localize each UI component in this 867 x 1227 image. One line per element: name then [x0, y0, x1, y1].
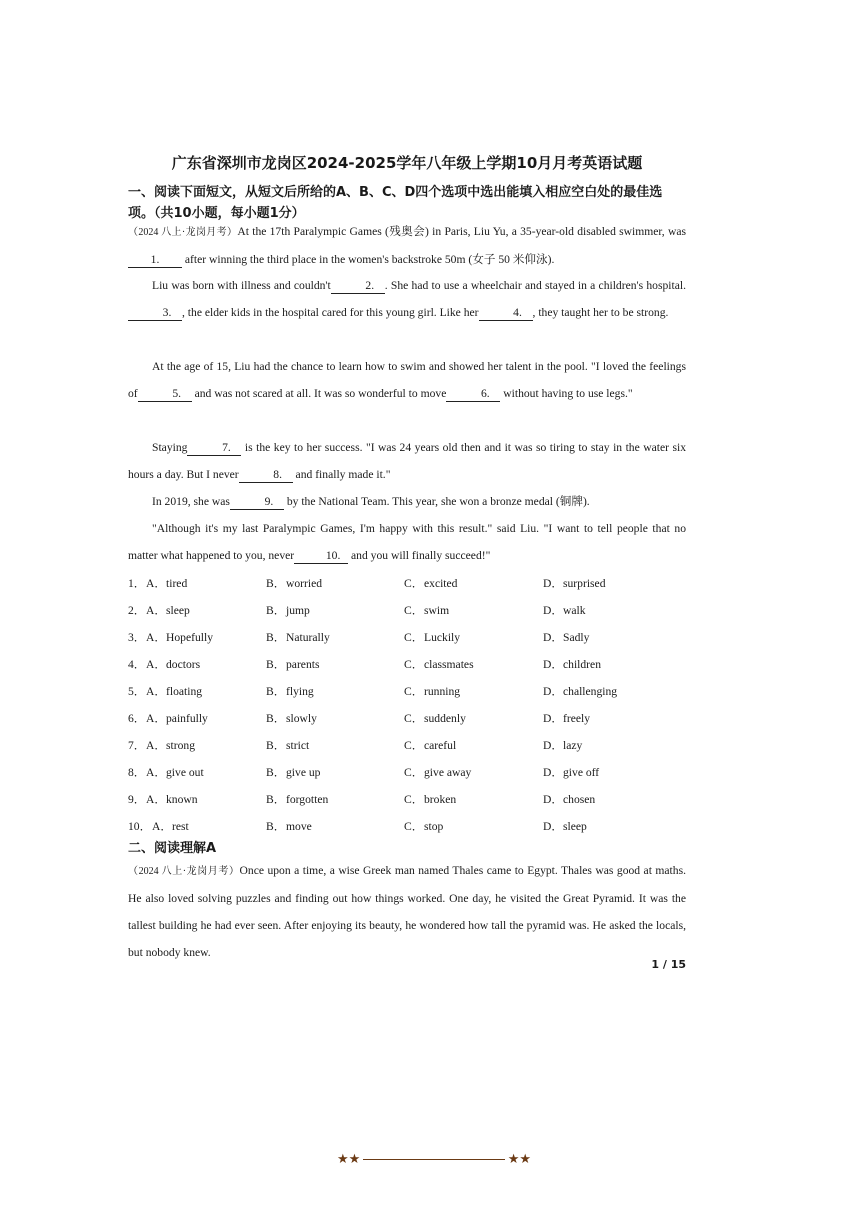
- option-letter: A．: [146, 739, 166, 752]
- option-row: [128, 597, 686, 624]
- option-letter: C．: [404, 793, 424, 806]
- option-letter: D．: [543, 577, 563, 590]
- passage-text: At the 17th Paralympic Games (残奥会) in Paris, Liu Yu, a 35-year-old disabled swimmer, was: [237, 225, 686, 238]
- option-d[interactable]: [543, 732, 582, 759]
- option-letter: A．: [146, 685, 166, 698]
- option-text: Naturally: [286, 631, 330, 644]
- option-row: [128, 705, 686, 732]
- blank-7: 7.: [187, 441, 241, 456]
- option-d[interactable]: [543, 651, 601, 678]
- option-a[interactable]: [146, 570, 187, 597]
- question-number: 7．: [128, 739, 146, 752]
- option-letter: B．: [266, 631, 286, 644]
- question-number: 6．: [128, 712, 146, 725]
- option-d[interactable]: [543, 570, 606, 597]
- blank-6: 6.: [446, 387, 500, 402]
- passage-text: "Although it's my last Paralympic Games, I'm happy with this result." said Liu. "I want to tell people that no matter what happened to you, never: [128, 522, 686, 562]
- option-text: Sadly: [563, 631, 590, 644]
- option-text: painfully: [166, 712, 208, 725]
- option-letter: C．: [404, 739, 424, 752]
- option-letter: B．: [266, 577, 286, 590]
- question-number: 1．: [128, 577, 146, 590]
- option-letter: A．: [146, 658, 166, 671]
- option-letter: A．: [146, 712, 166, 725]
- option-d[interactable]: [543, 813, 587, 840]
- page-number: 1 / 15: [651, 958, 686, 971]
- passage-text: Once upon a time, a wise Greek man named Thales came to Egypt. Thales was good at maths. He also loved solving puzzles and finding out how things worked. One day, he visited the Great Pyramid. It was the tallest building he had ever seen. After enjoying its beauty, he wondered how tall the pyramid was. He asked the locals, but nobody knew.: [128, 864, 686, 959]
- question-number: 8．: [128, 766, 146, 779]
- option-row: [128, 786, 686, 813]
- option-letter: A．: [152, 820, 172, 833]
- option-letter: C．: [404, 685, 424, 698]
- option-b[interactable]: [266, 705, 317, 732]
- option-letter: D．: [543, 631, 563, 644]
- option-letter: B．: [266, 685, 286, 698]
- option-a[interactable]: [146, 732, 195, 759]
- passage-text: In 2019, she was: [152, 495, 230, 508]
- blank-9: 9.: [230, 495, 284, 510]
- option-text: jump: [286, 604, 310, 617]
- star-icon: ★★: [337, 1151, 361, 1166]
- option-d[interactable]: [543, 786, 595, 813]
- option-text: slowly: [286, 712, 317, 725]
- option-letter: B．: [266, 739, 286, 752]
- option-letter: B．: [266, 712, 286, 725]
- option-letter: D．: [543, 712, 563, 725]
- option-letter: A．: [146, 604, 166, 617]
- passage-text: At the age of 15, Liu had the chance to learn how to swim and showed her talent in the pool. "I loved the feelings of: [128, 360, 686, 400]
- option-c[interactable]: [404, 651, 474, 678]
- option-a[interactable]: [146, 597, 190, 624]
- option-text: give out: [166, 766, 204, 779]
- blank-3: 3.: [128, 306, 182, 321]
- option-letter: B．: [266, 658, 286, 671]
- reading-passage-a: [128, 857, 686, 966]
- option-a[interactable]: [146, 678, 202, 705]
- option-letter: C．: [404, 658, 424, 671]
- option-text: known: [166, 793, 198, 806]
- passage-paragraph-5: [128, 488, 686, 515]
- option-a[interactable]: [146, 705, 208, 732]
- option-b[interactable]: [266, 786, 328, 813]
- option-text: lazy: [563, 739, 583, 752]
- option-letter: D．: [543, 820, 563, 833]
- passage-text: after winning the third place in the women's backstroke 50m (女子 50 米仰泳).: [182, 253, 555, 266]
- question-number: 10．: [128, 820, 152, 833]
- option-b[interactable]: [266, 813, 312, 840]
- option-d[interactable]: [543, 624, 589, 651]
- passage-text: and finally made it.": [292, 468, 391, 481]
- passage-text: , they taught her to be strong.: [532, 306, 669, 319]
- option-a[interactable]: [146, 651, 200, 678]
- passage-text: , the elder kids in the hospital cared for this young girl. Like her: [182, 306, 479, 319]
- option-letter: A．: [146, 631, 166, 644]
- option-text: excited: [424, 577, 458, 590]
- passage-paragraph-4: [128, 434, 686, 488]
- option-text: parents: [286, 658, 320, 671]
- option-text: floating: [166, 685, 203, 698]
- question-number: 4．: [128, 658, 146, 671]
- option-text: give up: [286, 766, 321, 779]
- option-letter: C．: [404, 766, 424, 779]
- question-source: （2024 八上·龙岗月考）: [128, 866, 240, 877]
- option-a[interactable]: [146, 624, 213, 651]
- option-letter: D．: [543, 793, 563, 806]
- option-letter: A．: [146, 793, 166, 806]
- option-b[interactable]: [266, 624, 330, 651]
- option-text: flying: [286, 685, 314, 698]
- option-text: chosen: [563, 793, 596, 806]
- option-text: strict: [286, 739, 310, 752]
- option-letter: D．: [543, 658, 563, 671]
- option-text: worried: [286, 577, 323, 590]
- option-a[interactable]: [152, 813, 189, 840]
- answer-options: [128, 570, 686, 840]
- option-d[interactable]: [543, 678, 617, 705]
- option-row: [128, 651, 686, 678]
- option-text: walk: [563, 604, 586, 617]
- passage-paragraph-2: [128, 272, 686, 326]
- option-a[interactable]: [146, 759, 204, 786]
- option-text: give away: [424, 766, 472, 779]
- option-b[interactable]: [266, 570, 322, 597]
- option-text: rest: [172, 820, 189, 833]
- option-text: Hopefully: [166, 631, 214, 644]
- star-icon: ★★: [507, 1151, 531, 1166]
- option-text: move: [286, 820, 312, 833]
- option-text: broken: [424, 793, 457, 806]
- option-letter: A．: [146, 766, 166, 779]
- passage-text: Staying: [152, 441, 188, 454]
- passage-text: is the key to her success. "I was 24 years old then and it was so tiring to stay in the water six hours a day. But I never: [128, 441, 686, 481]
- option-text: children: [563, 658, 601, 671]
- option-c[interactable]: [404, 759, 471, 786]
- blank-8: 8.: [239, 468, 293, 483]
- question-source: （2024 八上·龙岗月考）: [128, 227, 238, 238]
- option-b[interactable]: [266, 759, 320, 786]
- option-b[interactable]: [266, 678, 314, 705]
- option-letter: B．: [266, 820, 286, 833]
- question-number: 2．: [128, 604, 146, 617]
- passage-text: Liu was born with illness and couldn't: [152, 279, 331, 292]
- option-a[interactable]: [146, 786, 198, 813]
- option-text: challenging: [563, 685, 618, 698]
- option-letter: A．: [146, 577, 166, 590]
- option-letter: C．: [404, 604, 424, 617]
- option-text: stop: [424, 820, 444, 833]
- option-c[interactable]: [404, 678, 460, 705]
- option-letter: D．: [543, 685, 563, 698]
- option-text: suddenly: [424, 712, 466, 725]
- section-1-heading: 一、阅读下面短文，从短文后所给的A、B、C、D四个选项中选出能填入相应空白处的最佳选项。（共10小题，每小题1分）: [128, 185, 663, 221]
- option-letter: C．: [404, 712, 424, 725]
- blank-5: 5.: [138, 387, 192, 402]
- option-c[interactable]: [404, 786, 456, 813]
- option-text: doctors: [166, 658, 201, 671]
- passage-text: . She had to use a wheelchair and stayed in a children's hospital.: [384, 279, 686, 292]
- passage-text: without having to use legs.": [500, 387, 633, 400]
- question-number: 9．: [128, 793, 146, 806]
- page-title: 广东省深圳市龙岗区2024-2025学年八年级上学期10月月考英语试题: [171, 154, 643, 172]
- option-row: [128, 570, 686, 597]
- option-letter: C．: [404, 631, 424, 644]
- option-d[interactable]: [543, 759, 599, 786]
- option-text: forgotten: [286, 793, 329, 806]
- question-number: 3．: [128, 631, 146, 644]
- blank-4: 4.: [479, 306, 533, 321]
- option-letter: B．: [266, 793, 286, 806]
- option-text: swim: [424, 604, 450, 617]
- option-c[interactable]: [404, 705, 466, 732]
- option-row: [128, 759, 686, 786]
- option-text: strong: [166, 739, 195, 752]
- option-b[interactable]: [266, 651, 319, 678]
- option-c[interactable]: [404, 570, 457, 597]
- option-letter: C．: [404, 577, 424, 590]
- option-d[interactable]: [543, 705, 590, 732]
- page-footer-ornament: [337, 1150, 531, 1170]
- option-letter: D．: [543, 604, 563, 617]
- option-b[interactable]: [266, 597, 310, 624]
- section-2-heading: 二、阅读理解A: [128, 841, 217, 856]
- option-text: sleep: [563, 820, 587, 833]
- passage-text: by the National Team. This year, she won a bronze medal (铜牌).: [283, 495, 590, 508]
- blank-10: 10.: [294, 549, 348, 564]
- passage-paragraph-6: [128, 515, 686, 569]
- option-c[interactable]: [404, 597, 449, 624]
- option-letter: C．: [404, 820, 424, 833]
- passage-paragraph-3: [128, 353, 686, 407]
- option-b[interactable]: [266, 732, 309, 759]
- option-row: [128, 678, 686, 705]
- option-text: give off: [563, 766, 600, 779]
- question-number: 5．: [128, 685, 146, 698]
- option-d[interactable]: [543, 597, 586, 624]
- option-row: [128, 732, 686, 759]
- option-c[interactable]: [404, 813, 443, 840]
- option-letter: B．: [266, 766, 286, 779]
- option-row: [128, 624, 686, 651]
- option-text: running: [424, 685, 461, 698]
- blank-2: 2.: [331, 279, 385, 294]
- option-text: classmates: [424, 658, 474, 671]
- blank-1: 1.: [128, 253, 182, 268]
- option-text: tired: [166, 577, 188, 590]
- option-text: surprised: [563, 577, 606, 590]
- option-c[interactable]: [404, 624, 460, 651]
- option-text: careful: [424, 739, 457, 752]
- option-text: freely: [563, 712, 591, 725]
- footer-divider: [363, 1159, 505, 1160]
- option-row: [128, 813, 686, 840]
- passage-paragraph-1: [128, 218, 686, 273]
- passage-text: and you will finally succeed!": [348, 549, 491, 562]
- option-text: Luckily: [424, 631, 461, 644]
- option-letter: D．: [543, 766, 563, 779]
- passage-text: and was not scared at all. It was so wonderful to move: [191, 387, 447, 400]
- option-c[interactable]: [404, 732, 456, 759]
- option-letter: B．: [266, 604, 286, 617]
- option-text: sleep: [166, 604, 190, 617]
- option-letter: D．: [543, 739, 563, 752]
